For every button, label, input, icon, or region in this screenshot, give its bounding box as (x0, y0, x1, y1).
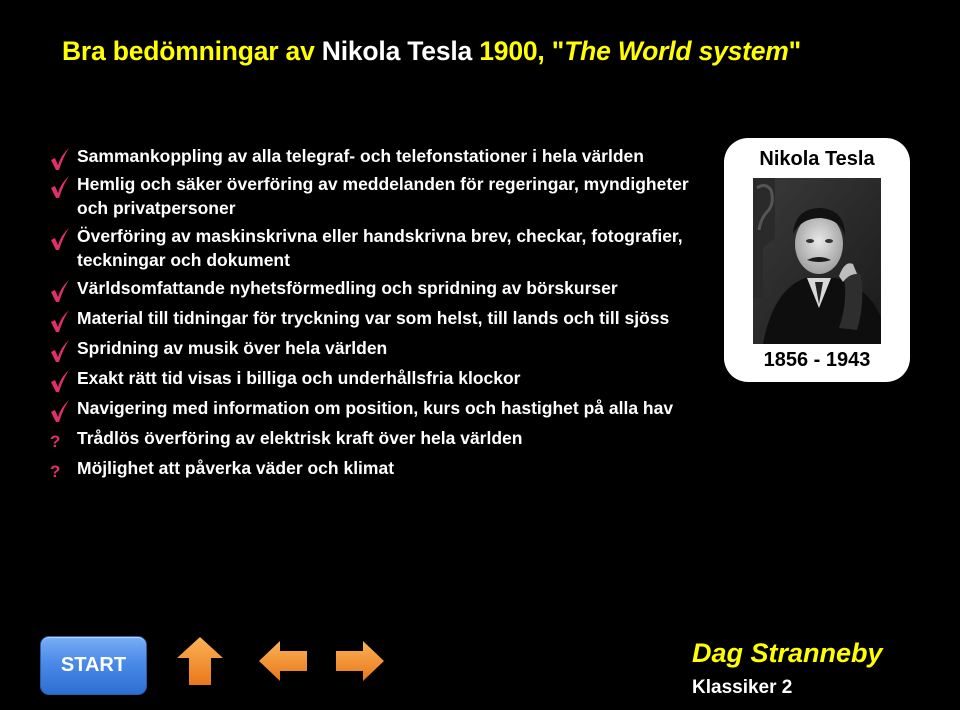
bullet-item (44, 224, 724, 272)
checkmark-icon (48, 175, 72, 199)
bullet-text: Spridning av musik över hela världen (77, 338, 388, 358)
bullet-item (44, 276, 724, 300)
start-button[interactable]: START (40, 636, 147, 695)
portrait-years: 1856 - 1943 (763, 349, 871, 371)
course-name: Klassiker 2 (692, 677, 793, 698)
checkmark-icon (48, 147, 72, 171)
portrait-photo (753, 178, 881, 344)
bullet-text: Sammankoppling av alla telegraf- och telefonstationer i hela världen (77, 146, 644, 166)
bullet-item (44, 306, 724, 330)
checkmark-icon (48, 369, 72, 393)
bullet-item (44, 456, 724, 480)
title-part-3: 1900, " (472, 36, 565, 66)
bullet-text: Världsomfattande nyhetsförmedling och spridning av börskurser (77, 278, 618, 298)
checkmark-icon (48, 279, 72, 303)
bullet-text: Trådlös överföring av elektrisk kraft över hela världen (77, 428, 523, 448)
title-part-2: Nikola Tesla (321, 36, 473, 66)
checkmark-icon (48, 399, 72, 423)
arrow-right-icon[interactable] (335, 640, 385, 682)
bullet-text: Material till tidningar för tryckning var som helst, till lands och till sjöss (77, 308, 670, 328)
slide-title (62, 36, 801, 67)
bullet-text: Överföring av maskinskrivna eller handskrivna brev, checkar, fotografier, teckningar och dokument (77, 226, 683, 270)
bullet-item (44, 336, 724, 360)
bullet-item (44, 426, 724, 450)
question-mark-icon: ? (50, 462, 61, 481)
arrow-left-icon[interactable] (258, 640, 308, 682)
checkmark-icon (48, 227, 72, 251)
question-mark-icon: ? (50, 432, 61, 451)
bullet-text: Möjlighet att påverka väder och klimat (77, 458, 395, 478)
checkmark-icon (48, 339, 72, 363)
bullet-item (44, 144, 724, 168)
title-part-5: " (788, 36, 802, 66)
arrow-up-icon[interactable] (176, 636, 224, 686)
title-part-4: The World system (564, 36, 789, 66)
portrait-card (724, 138, 910, 382)
bullet-item (44, 396, 724, 420)
bullet-item (44, 172, 724, 220)
checkmark-icon (48, 309, 72, 333)
bullet-text: Exakt rätt tid visas i billiga och underhållsfria klockor (77, 368, 521, 388)
portrait-name: Nikola Tesla (759, 148, 875, 170)
author-name: Dag Stranneby (692, 638, 883, 668)
bullet-text: Hemlig och säker överföring av meddelanden för regeringar, myndigheter och privatpersoner (77, 174, 689, 218)
bullet-list (44, 144, 724, 486)
bullet-item (44, 366, 724, 390)
title-part-1: Bra bedömningar av (62, 36, 322, 66)
bullet-text: Navigering med information om position, kurs och hastighet på alla hav (77, 398, 674, 418)
